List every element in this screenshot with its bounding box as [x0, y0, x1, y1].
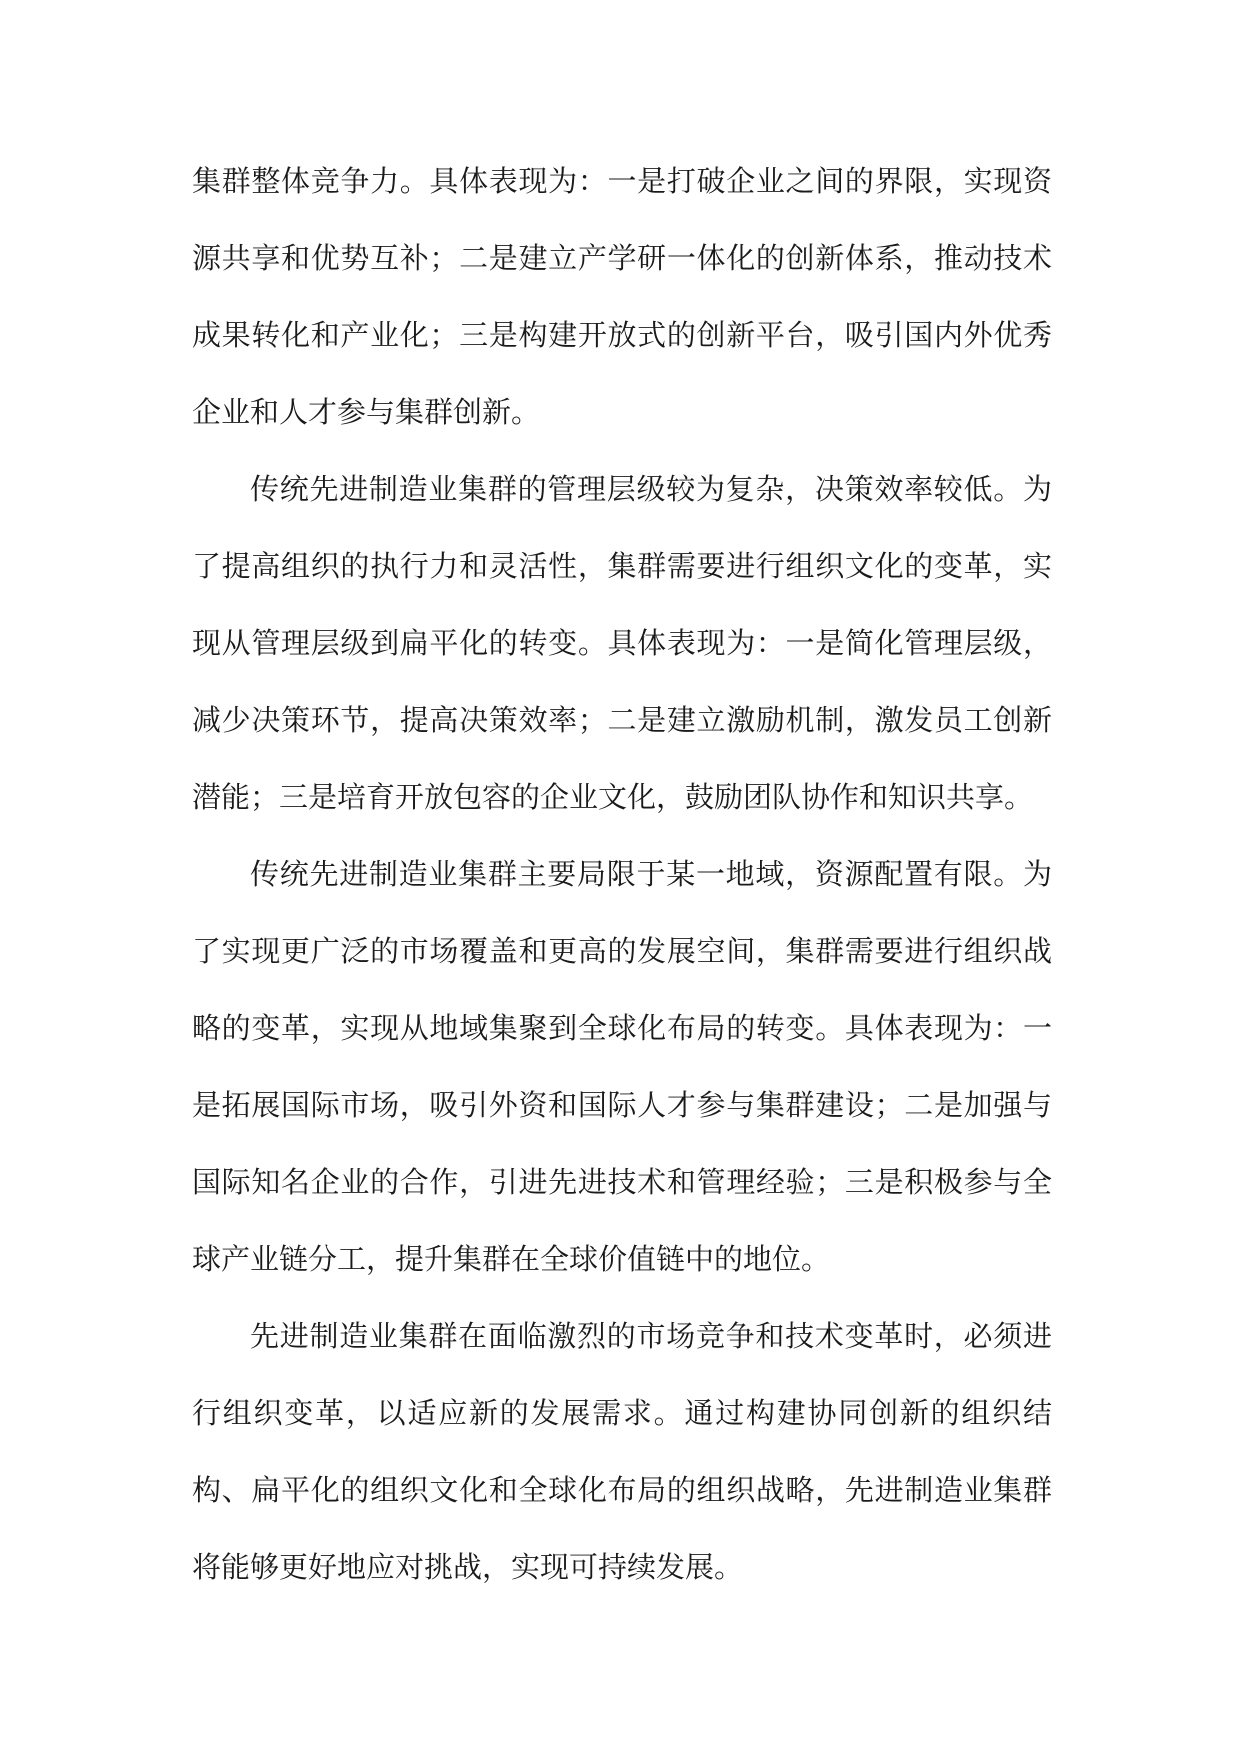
paragraph-organizational-strategy: 传统先进制造业集群主要局限于某一地域，资源配置有限。为了实现更广泛的市场覆盖和更高的发展空间，集群需要进行组织战略的变革，实现从地域集聚到全球化布局的转变。具体表现为：一是拓展国际市场，吸引外资和国际人才参与集群建设；二是加强与国际知名企业的合作，引进先进技术和管理经验；三是积极参与全球产业链分工，提升集群在全球价值链中的地位。 [192, 857, 1052, 1276]
document-body [192, 143, 1052, 1606]
paragraph-organizational-culture: 传统先进制造业集群的管理层级较为复杂，决策效率较低。为了提高组织的执行力和灵活性，集群需要进行组织文化的变革，实现从管理层级到扁平化的转变。具体表现为：一是简化管理层级，减少决策环节，提高决策效率；二是建立激励机制，激发员工创新潜能；三是培育开放包容的企业文化，鼓励团队协作和知识共享。 [192, 472, 1052, 814]
paragraph-conclusion: 先进制造业集群在面临激烈的市场竞争和技术变革时，必须进行组织变革，以适应新的发展需求。通过构建协同创新的组织结构、扁平化的组织文化和全球化布局的组织战略，先进制造业集群将能够更好地应对挑战，实现可持续发展。 [192, 1319, 1052, 1584]
paragraph-cluster-competitiveness: 集群整体竞争力。具体表现为：一是打破企业之间的界限，实现资源共享和优势互补；二是建立产学研一体化的创新体系，推动技术成果转化和产业化；三是构建开放式的创新平台，吸引国内外优秀企业和人才参与集群创新。 [192, 164, 1052, 429]
